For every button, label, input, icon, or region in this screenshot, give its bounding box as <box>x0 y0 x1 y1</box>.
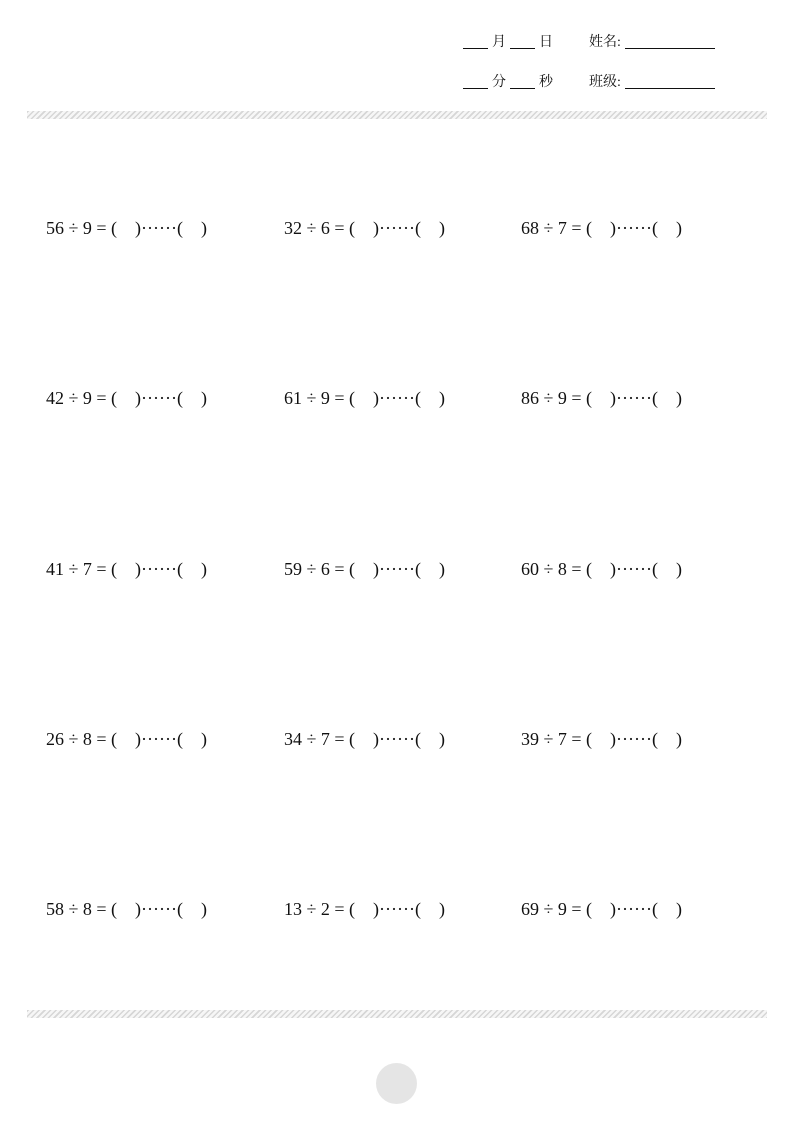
problem-item: 61 ÷ 9 = ( )······( ) <box>284 388 445 408</box>
page-number-badge <box>376 1063 417 1104</box>
problem-item: 39 ÷ 7 = ( )······( ) <box>521 729 682 749</box>
problem-item: 68 ÷ 7 = ( )······( ) <box>521 218 682 238</box>
problem-item: 34 ÷ 7 = ( )······( ) <box>284 729 445 749</box>
problem-item: 56 ÷ 9 = ( )······( ) <box>46 218 207 238</box>
bottom-divider <box>27 1010 767 1018</box>
problem-item: 42 ÷ 9 = ( )······( ) <box>46 388 207 408</box>
minute-label: 分 <box>492 75 506 90</box>
class-label: 班级: <box>589 75 621 90</box>
problem-item: 86 ÷ 9 = ( )······( ) <box>521 388 682 408</box>
name-label: 姓名: <box>589 35 621 50</box>
month-label: 月 <box>492 35 506 50</box>
problem-item: 13 ÷ 2 = ( )······( ) <box>284 899 445 919</box>
problem-item: 59 ÷ 6 = ( )······( ) <box>284 559 445 579</box>
problem-item: 69 ÷ 9 = ( )······( ) <box>521 899 682 919</box>
problem-item: 32 ÷ 6 = ( )······( ) <box>284 218 445 238</box>
problem-item: 26 ÷ 8 = ( )······( ) <box>46 729 207 749</box>
problem-item: 58 ÷ 8 = ( )······( ) <box>46 899 207 919</box>
second-label: 秒 <box>539 75 553 90</box>
day-label: 日 <box>539 35 553 50</box>
problem-item: 60 ÷ 8 = ( )······( ) <box>521 559 682 579</box>
problem-item: 41 ÷ 7 = ( )······( ) <box>46 559 207 579</box>
